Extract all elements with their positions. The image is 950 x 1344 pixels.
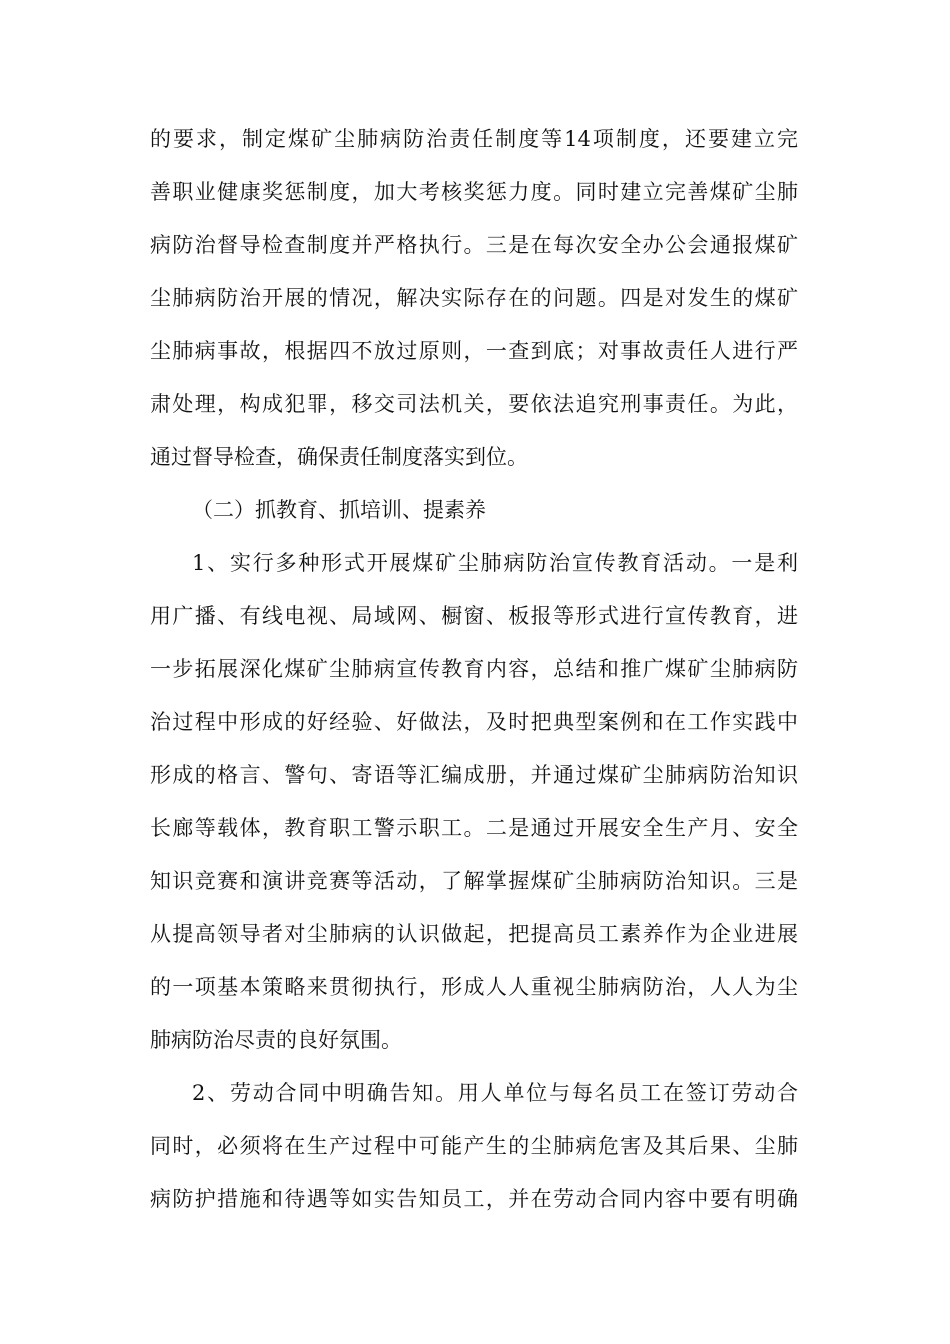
text-line: 长廊等载体，教育职工警示职工。二是通过开展安全生产月、安全 bbox=[150, 816, 798, 840]
text-line: 治过程中形成的好经验、好做法，及时把典型案例和在工作实践中 bbox=[150, 710, 798, 734]
text-line: 1、实行多种形式开展煤矿尘肺病防治宣传教育活动。一是利 bbox=[192, 551, 798, 575]
text-line: 知识竞赛和演讲竞赛等活动，了解掌握煤矿尘肺病防治知识。三是 bbox=[150, 869, 798, 893]
text-line: 用广播、有线电视、局域网、橱窗、板报等形式进行宣传教育，进 bbox=[150, 604, 798, 628]
text-line: 肃处理，构成犯罪，移交司法机关，要依法追究刑事责任。为此， bbox=[150, 392, 798, 416]
text-line: 肺病防治尽责的良好氛围。 bbox=[150, 1028, 402, 1052]
text-line: 尘肺病防治开展的情况，解决实际存在的问题。四是对发生的煤矿 bbox=[150, 286, 798, 310]
text-line: 2、劳动合同中明确告知。用人单位与每名员工在签订劳动合 bbox=[192, 1081, 798, 1105]
text-line: 善职业健康奖惩制度，加大考核奖惩力度。同时建立完善煤矿尘肺 bbox=[150, 180, 798, 204]
text-line: 从提高领导者对尘肺病的认识做起，把提高员工素养作为企业进展 bbox=[150, 922, 798, 946]
text-line: 病防护措施和待遇等如实告知员工，并在劳动合同内容中要有明确 bbox=[150, 1187, 798, 1211]
text-line: 一步拓展深化煤矿尘肺病宣传教育内容，总结和推广煤矿尘肺病防 bbox=[150, 657, 798, 681]
text-line: 通过督导检查，确保责任制度落实到位。 bbox=[150, 445, 528, 469]
text-line: 同时，必须将在生产过程中可能产生的尘肺病危害及其后果、尘肺 bbox=[150, 1134, 798, 1158]
text-line: 尘肺病事故，根据四不放过原则，一查到底；对事故责任人进行严 bbox=[150, 339, 798, 363]
text-line: 形成的格言、警句、寄语等汇编成册，并通过煤矿尘肺病防治知识 bbox=[150, 763, 798, 787]
text-line: 的一项基本策略来贯彻执行，形成人人重视尘肺病防治，人人为尘 bbox=[150, 975, 798, 999]
text-line: 的要求，制定煤矿尘肺病防治责任制度等14项制度，还要建立完 bbox=[150, 127, 798, 151]
section-heading: （二）抓教育、抓培训、提素养 bbox=[192, 498, 486, 522]
text-line: 病防治督导检查制度并严格执行。三是在每次安全办公会通报煤矿 bbox=[150, 233, 798, 257]
